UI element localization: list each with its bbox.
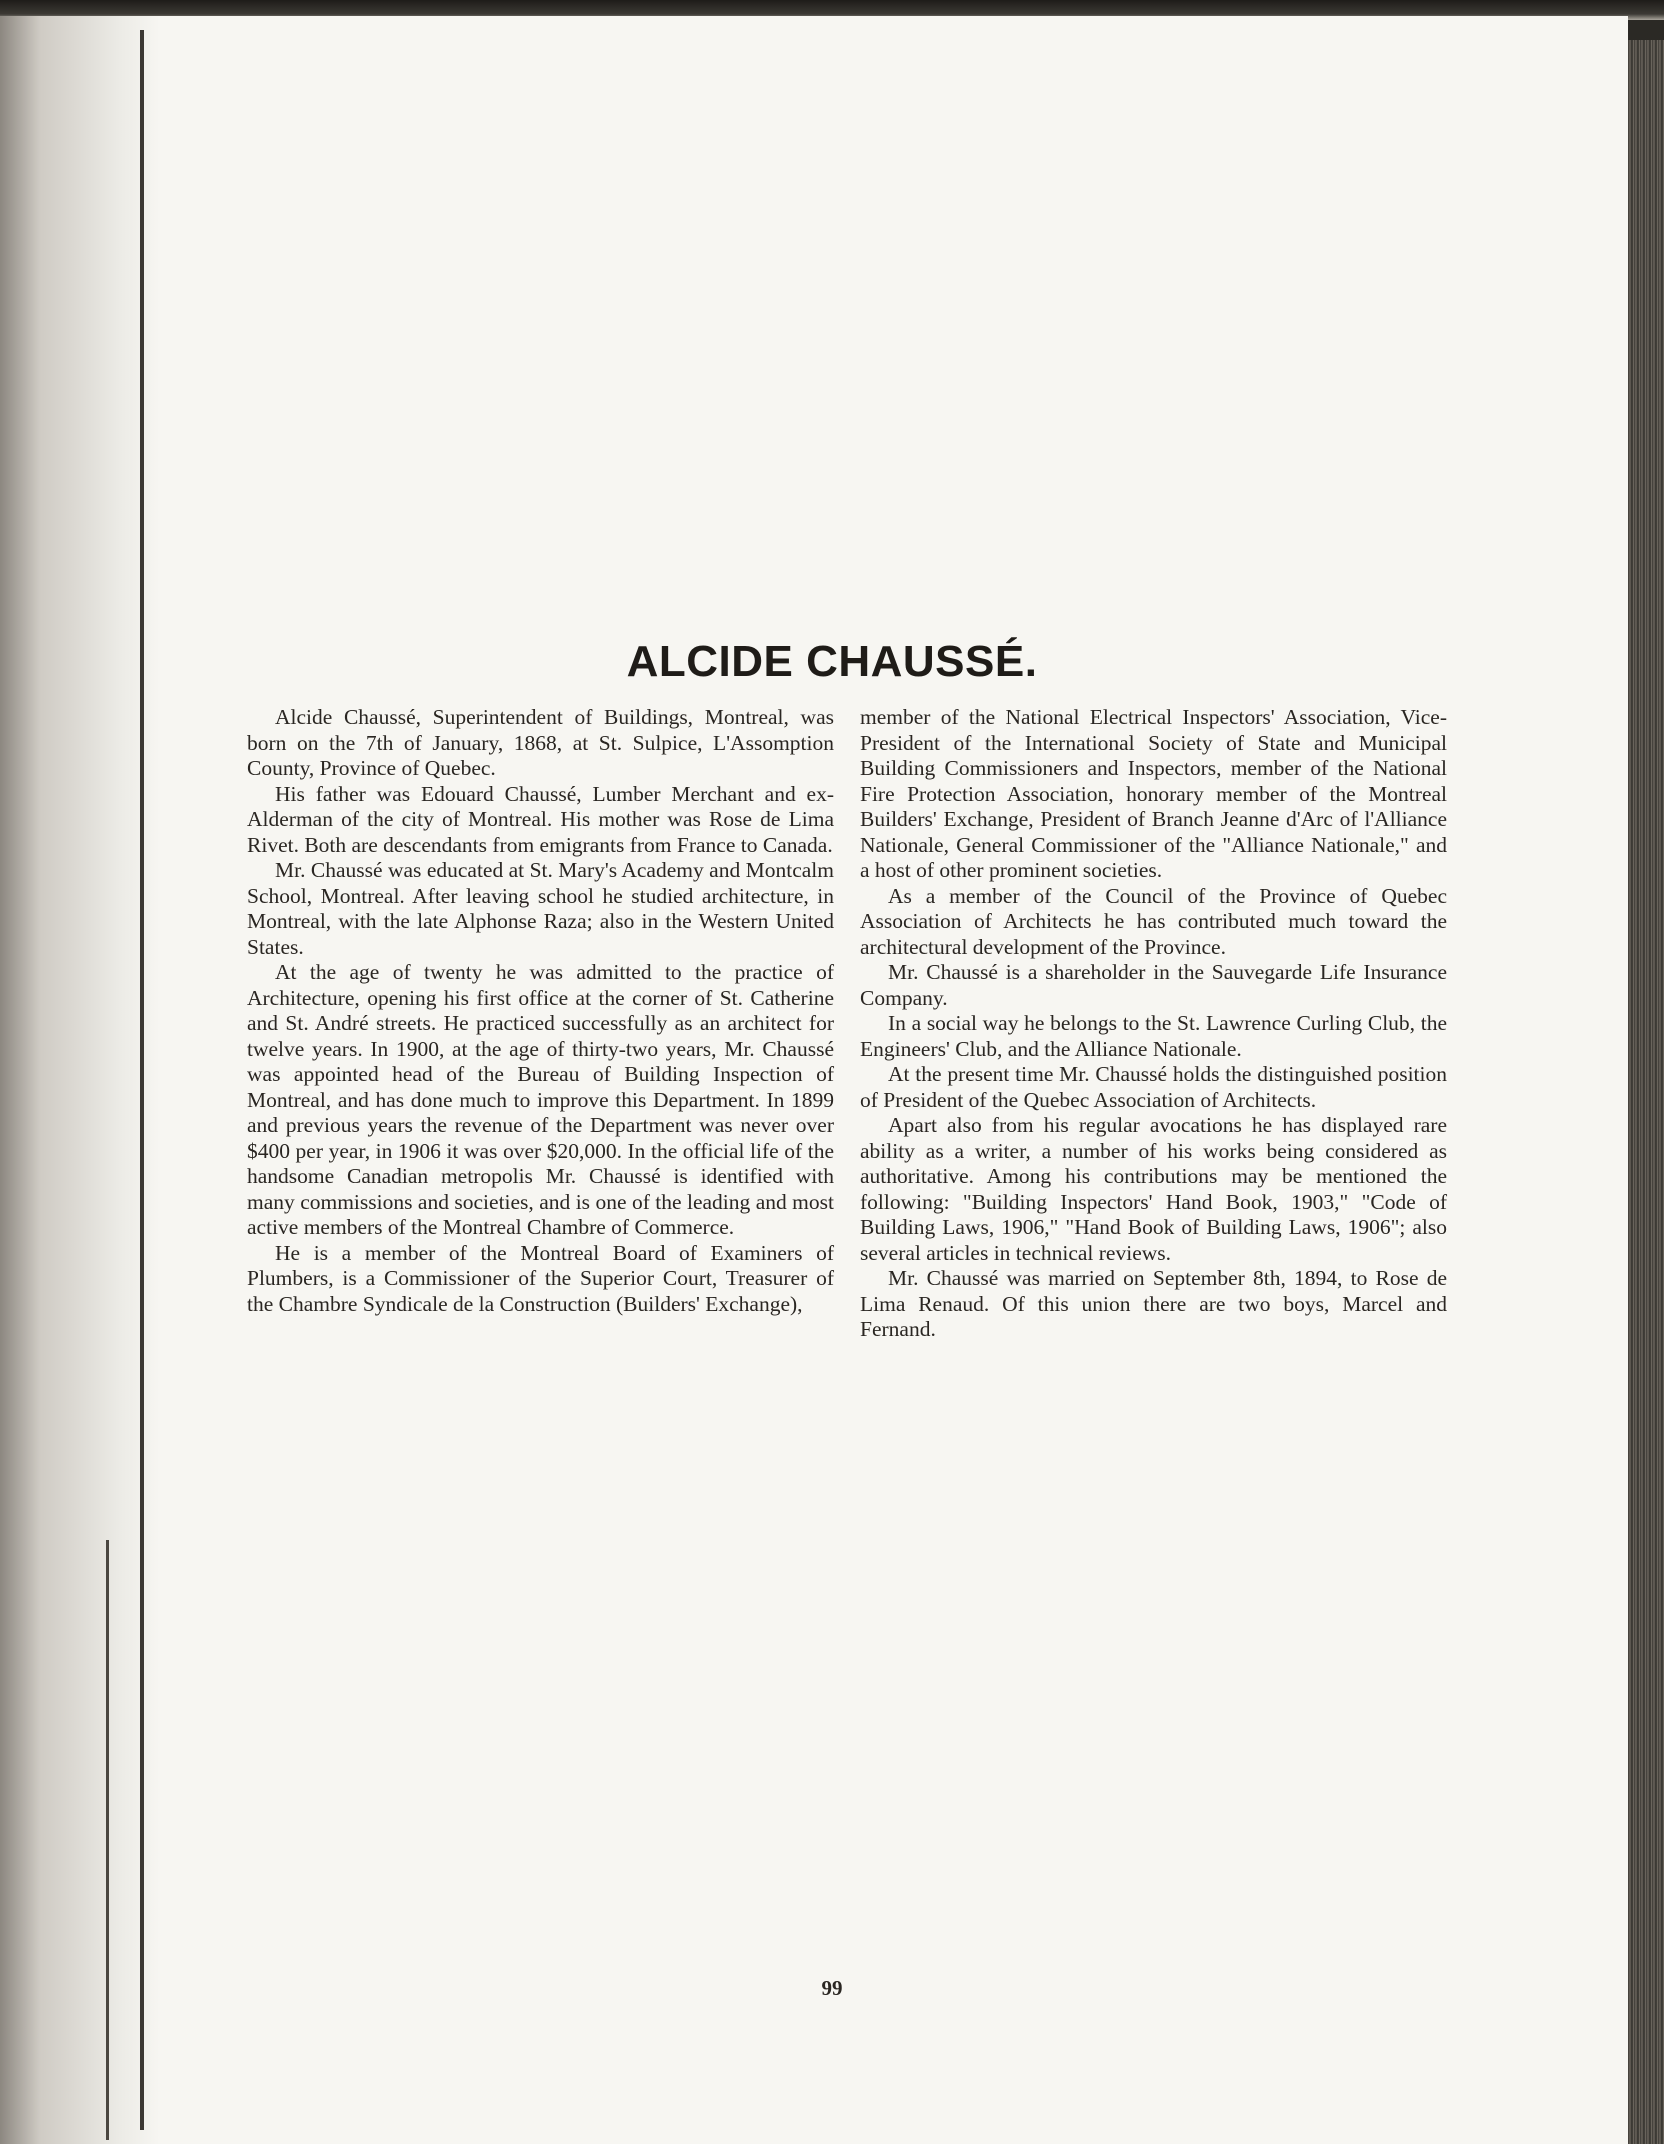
paragraph: His father was Edouard Chaussé, Lumber Merchant and ex-Alderman of the city of Montreal. His mother was Rose de Lima Rivet. Both are descendants from emigrants from France to Canada.: [247, 781, 834, 857]
paragraph: Apart also from his regular avocations he has displayed rare ability as a writer, a number of his works being considered as authoritative. Among his contributions may be mentioned the following: "Building Inspectors' Hand Book, 1903," "Code of Building Laws, 1906," "Hand Book of Building Laws, 1906"; also several articles in technical reviews.: [860, 1113, 1447, 1265]
paragraph: At the age of twenty he was admitted to the practice of Architecture, opening his first office at the corner of St. Catherine and St. André streets. He practiced successfully as an architect for twelve years. In 1900, at the age of thirty-two years, Mr. Chaussé was appointed head of the Bureau of Building Inspection of Montreal, and has done much to improve this Department. In 1899 and previous years the revenue of the Department was never over $400 per year, in 1906 it was over $20,000. In the official life of the handsome Canadian metropolis Mr. Chaussé is identified with many commissions and societies, and is one of the leading and most active members of the Montreal Chambre of Commerce.: [247, 960, 834, 1239]
paragraph: Alcide Chaussé, Superintendent of Buildings, Montreal, was born on the 7th of January, 1868, at St. Sulpice, L'Assomption County, Province of Quebec.: [247, 705, 834, 780]
paragraph: In a social way he belongs to the St. Lawrence Curling Club, the Engineers' Club, and the Alliance Nationale.: [860, 1011, 1447, 1061]
left-text-column: [247, 705, 834, 1317]
paragraph: Mr. Chaussé is a shareholder in the Sauvegarde Life Insurance Company.: [860, 960, 1447, 1010]
paragraph: As a member of the Council of the Province of Quebec Association of Architects he has contributed much toward the architectural development of the Province.: [860, 883, 1447, 959]
page-number: 99: [821, 1976, 843, 2000]
paragraph: He is a member of the Montreal Board of Examiners of Plumbers, is a Commissioner of the Superior Court, Treasurer of the Chambre Syndicale de la Construction (Builders' Exchange),: [247, 1240, 834, 1316]
article-title: ALCIDE CHAUSSÉ.: [626, 637, 1038, 687]
binding-line-lower: [106, 1540, 109, 2140]
paragraph: Mr. Chaussé was educated at St. Mary's Academy and Montcalm School, Montreal. After leaving school he studied architecture, in Montreal, with the late Alphonse Raza; also in the Western United States.: [247, 858, 834, 959]
book-page-edges: [1628, 40, 1664, 2144]
page-gutter-shadow: [0, 16, 160, 2144]
paragraph: Mr. Chaussé was married on September 8th, 1894, to Rose de Lima Renaud. Of this union there are two boys, Marcel and Fernand.: [860, 1266, 1447, 1341]
binding-line: [140, 30, 144, 2130]
right-text-column: [860, 705, 1447, 1343]
paragraph: At the present time Mr. Chaussé holds the distinguished position of President of the Quebec Association of Architects.: [860, 1062, 1447, 1112]
paragraph-continuation: member of the National Electrical Inspectors' Association, Vice-President of the International Society of State and Municipal Building Commissioners and Inspectors, member of the National Fire Protection Association, honorary member of the Montreal Builders' Exchange, President of Branch Jeanne d'Arc of l'Alliance Nationale, General Commissioner of the "Alliance Nationale," and a host of other prominent societies.: [860, 705, 1447, 882]
